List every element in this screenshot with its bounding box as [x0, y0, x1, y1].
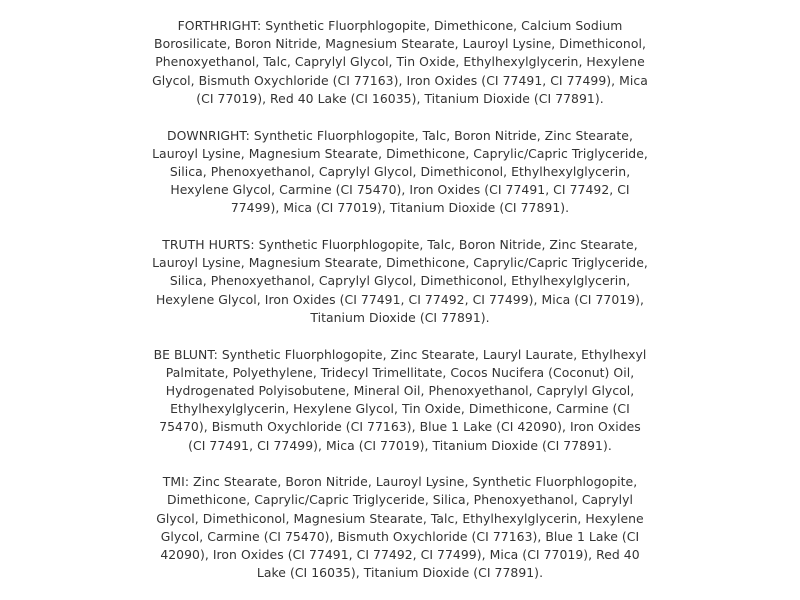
- ingredients-tmi: TMI: Zinc Stearate, Boron Nitride, Lauroyl Lysine, Synthetic Fluorphlogopite, Dimethicone, Caprylic/Capric Triglyceride, Silica, Phenoxyethanol, Caprylyl Glycol, Dimethiconol, Magnesium Stearate, Talc, Ethylhexylglycerin, Hexylene Glycol, Carmine (CI 75470), Bismuth Oxychloride (CI 77163), Blue 1 Lake (CI 42090), Iron Oxides (CI 77491, CI 77492, CI 77499), Mica (CI 77019), Red 40 Lake (CI 16035), Titanium Dioxide (CI 77891).: [156, 474, 644, 581]
- ingredients-forthright: FORTHRIGHT: Synthetic Fluorphlogopite, Dimethicone, Calcium Sodium Borosilicate, Boron Nitride, Magnesium Stearate, Lauroyl Lysine, Dimethiconol, Phenoxyethanol, Talc, Caprylyl Glycol, Tin Oxide, Ethylhexylglycerin, Hexylene Glycol, Bismuth Oxychloride (CI 77163), Iron Oxides (CI 77491, CI 77499), Mica (CI 77019), Red 40 Lake (CI 16035), Titanium Dioxide (CI 77891).: [152, 18, 648, 106]
- ingredients-list: [150, 0, 650, 582]
- ingredients-downright: DOWNRIGHT: Synthetic Fluorphlogopite, Talc, Boron Nitride, Zinc Stearate, Lauroyl Lysine, Magnesium Stearate, Dimethicone, Caprylic/Capric Triglyceride, Silica, Phenoxyethanol, Caprylyl Glycol, Dimethiconol, Ethylhexylglycerin, Hexylene Glycol, Carmine (CI 75470), Iron Oxides (CI 77491, CI 77492, CI 77499), Mica (CI 77019), Titanium Dioxide (CI 77891).: [152, 127, 648, 216]
- ingredients-truth-hurts: TRUTH HURTS: Synthetic Fluorphlogopite, Talc, Boron Nitride, Zinc Stearate, Lauroyl Lysine, Magnesium Stearate, Dimethicone, Caprylic/Capric Triglyceride, Silica, Phenoxyethanol, Caprylyl Glycol, Dimethiconol, Ethylhexylglycerin, Hexylene Glycol, Iron Oxides (CI 77491, CI 77492, CI 77499), Mica (CI 77019), Titanium Dioxide (CI 77891).: [152, 237, 648, 325]
- ingredients-be-blunt: BE BLUNT: Synthetic Fluorphlogopite, Zinc Stearate, Lauryl Laurate, Ethylhexyl Palmitate, Polyethylene, Tridecyl Trimellitate, Cocos Nucifera (Coconut) Oil, Hydrogenated Polyisobutene, Mineral Oil, Phenoxyethanol, Caprylyl Glycol, Ethylhexylglycerin, Hexylene Glycol, Tin Oxide, Dimethicone, Carmine (CI 75470), Bismuth Oxychloride (CI 77163), Blue 1 Lake (CI 42090), Iron Oxides (CI 77491, CI 77499), Mica (CI 77019), Titanium Dioxide (CI 77891).: [153, 346, 647, 453]
